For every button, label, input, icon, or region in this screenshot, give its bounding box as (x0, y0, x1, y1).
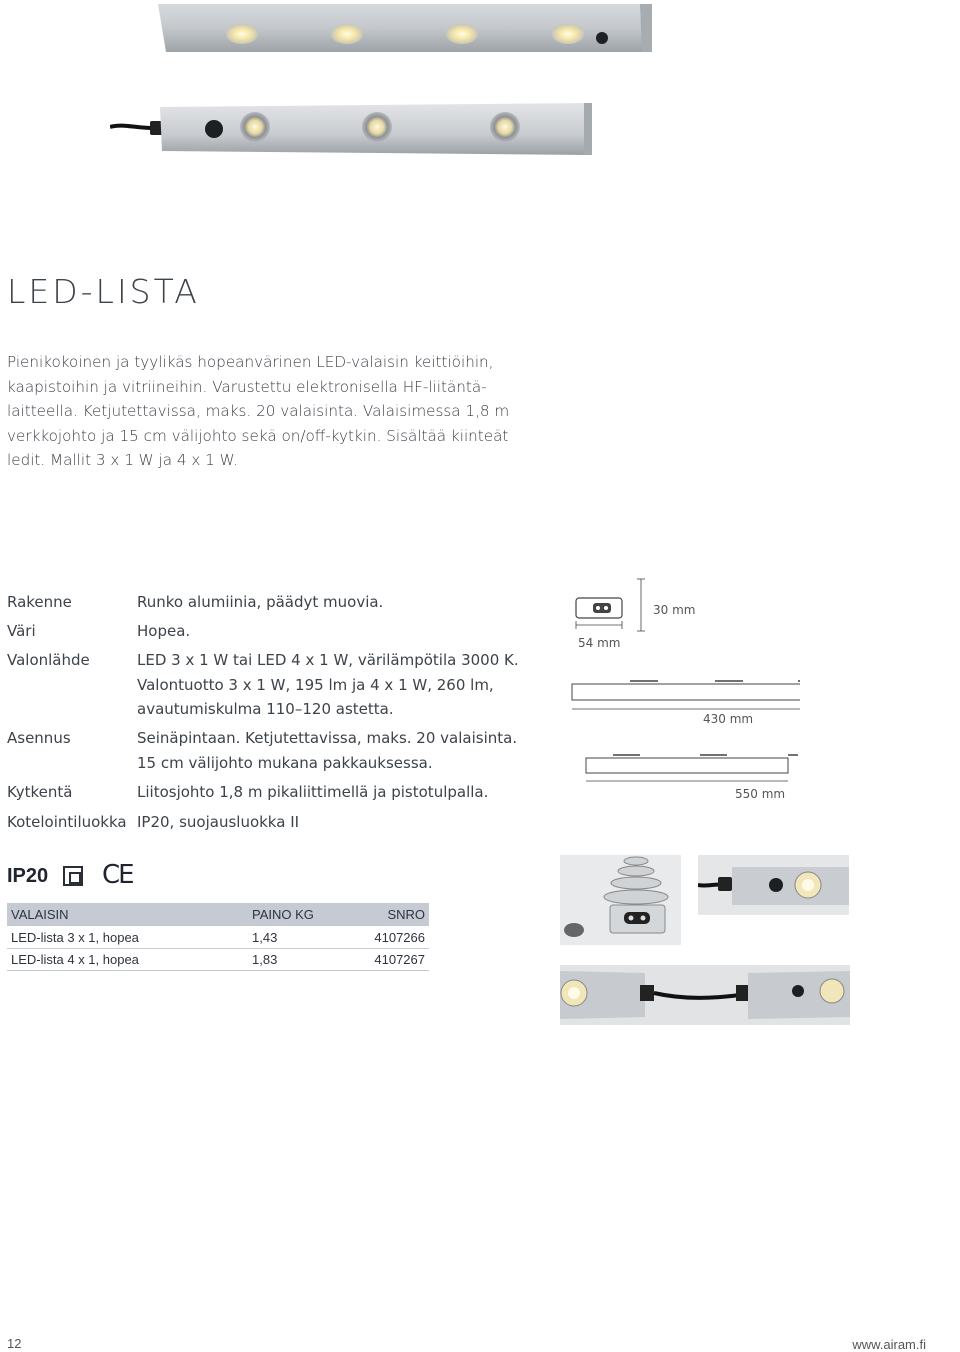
table-cell: 4107266 (356, 927, 429, 949)
intro-paragraph: Pienikokoinen ja tyylikäs hopeanvärinen LED-valaisin keittiöihin, kaapistoihin ja vitriineihin. Varustettu elektronisella HF-liitäntä-laitteella. Ketjutettavissa, maks. 20 valaisinta. Valaisimessa 1,8 m verkkojohto ja 15 cm välijohto sekä on/off-kytkin. Sisältää kiinteät ledit. Mallit 3 x 1 W ja 4 x 1 W. (7, 353, 510, 470)
column-header: VALAISIN (7, 903, 248, 927)
column-header: SNRO (356, 903, 429, 927)
page-title: LED-LISTA (7, 272, 200, 311)
dim-length-short: 430 mm (703, 712, 754, 726)
spec-value: Hopea. (137, 622, 191, 640)
table-cell: 1,43 (248, 927, 356, 949)
table-cell: LED-lista 4 x 1, hopea (7, 949, 248, 971)
spec-label: Rakenne (7, 593, 72, 611)
detail-photo-connectors (560, 855, 681, 945)
spec-value: Seinäpintaan. Ketjutettavissa, maks. 20 valaisinta. 15 cm välijohto mukana pakkauksessa. (137, 729, 518, 772)
spec-label: Asennus (7, 729, 71, 747)
spec-label: Kotelointiluokka (7, 813, 127, 831)
ip-rating: IP20 (7, 865, 49, 887)
dim-height: 30 mm (653, 603, 696, 617)
table-row (7, 949, 429, 971)
column-header: PAINO KG (248, 903, 356, 927)
table-cell: 4107267 (356, 949, 429, 971)
detail-photo-chain (560, 965, 850, 1025)
spec-label: Kytkentä (7, 783, 73, 801)
spec-label: Valonlähde (7, 651, 90, 669)
spec-value: LED 3 x 1 W tai LED 4 x 1 W, värilämpötila 3000 K. Valontuotto 3 x 1 W, 195 lm ja 4 x 1 W, 260 lm, avautumiskulma 110–120 astetta. (137, 651, 519, 718)
spec-value: Liitosjohto 1,8 m pikaliittimellä ja pistotulpalla. (137, 783, 489, 801)
spec-value: IP20, suojausluokka II (137, 813, 300, 831)
dim-width: 54 mm (578, 636, 621, 650)
class-ii-icon (63, 866, 83, 886)
table-cell: LED-lista 3 x 1, hopea (7, 927, 248, 949)
table-row (7, 927, 429, 949)
table-cell: 1,83 (248, 949, 356, 971)
website-link[interactable]: www.airam.fi (852, 1337, 926, 1352)
spec-label: Väri (7, 622, 36, 640)
product-photo-3led (110, 95, 600, 165)
page-number: 12 (7, 1336, 22, 1351)
product-photo-4led (150, 0, 660, 60)
detail-photo-end (698, 855, 849, 915)
spec-value: Runko alumiinia, päädyt muovia. (137, 593, 384, 611)
ce-mark-icon: CE (102, 860, 133, 890)
table-header-row (7, 903, 429, 927)
product-table (7, 903, 429, 971)
dim-length-long: 550 mm (735, 787, 786, 801)
